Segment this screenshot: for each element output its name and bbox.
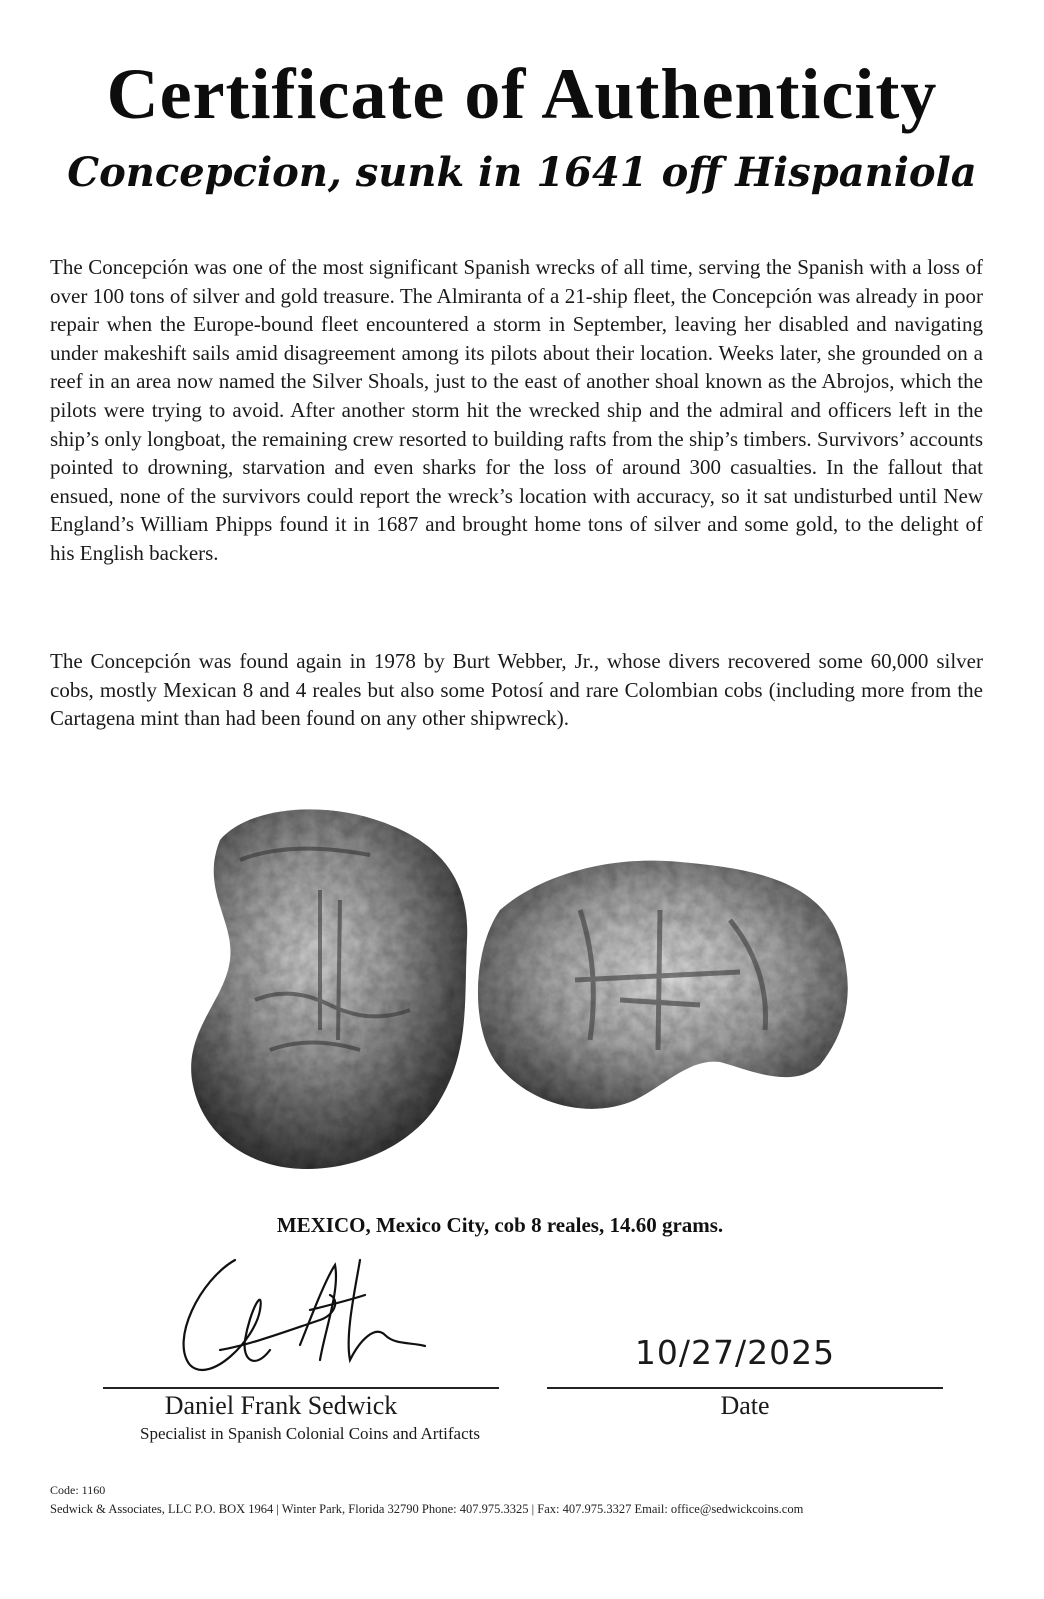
certificate-title: Certificate of Authenticity <box>106 54 938 134</box>
certificate-subtitle: Concepcion, sunk in 1641 off Hispaniola <box>67 149 977 196</box>
date-label: Date <box>720 1391 770 1420</box>
signer-name: Daniel Frank Sedwick <box>164 1391 398 1420</box>
footer-code: Code: 1160 <box>50 1483 106 1497</box>
date-line <box>547 1387 943 1389</box>
coin-obverse <box>191 809 467 1169</box>
coin-reverse <box>478 861 848 1109</box>
signature-line <box>103 1387 499 1389</box>
certificate-date: 10/27/2025 <box>634 1333 836 1372</box>
coin-caption: MEXICO, Mexico City, cob 8 reales, 14.60 grams. <box>276 1213 724 1237</box>
signer-title: Specialist in Spanish Colonial Coins and Artifacts <box>140 1424 480 1443</box>
history-paragraph-1: The Concepción was one of the most significant Spanish wrecks of all time, serving the Spanish with a loss of over 100 tons of silver and gold treasure. The Almiranta of a 21-ship fleet, the Concepción was already in poor repair when the Europe-bound fleet encountered a storm in September, leaving her disabled and navigating under makeshift sails amid disagreement among its pilots about their location. Weeks later, she grounded on a reef in an area now named the Silver Shoals, just to the east of another shoal known as the Abrojos, which the pilots were trying to avoid. After another storm hit the wrecked ship and the admiral and officers left in the ship’s only longboat, the remaining crew resorted to building rafts from the ship’s timbers. Survivors’ accounts pointed to drowning, starvation and even sharks for the loss of around 300 casualties. In the fallout that ensued, none of the survivors could report the wreck’s location with accuracy, so it sat undisturbed until New England’s William Phipps found it in 1687 and brought home tons of silver and some gold, to the delight of his English backers. <box>50 255 983 565</box>
coin-photo <box>180 800 860 1180</box>
signature-image <box>160 1250 440 1380</box>
footer-contact: Sedwick & Associates, LLC P.O. BOX 1964 | Winter Park, Florida 32790 Phone: 407.975.3325 | Fax: 407.975.3327 Email: office@sedwickcoins.com <box>50 1502 804 1516</box>
history-paragraph-2: The Concepción was found again in 1978 by Burt Webber, Jr., whose divers recovered some 60,000 silver cobs, mostly Mexican 8 and 4 reales but also some Potosí and rare Colombian cobs (including more from the Cartagena mint than had been found on any other shipwreck). <box>50 649 983 731</box>
